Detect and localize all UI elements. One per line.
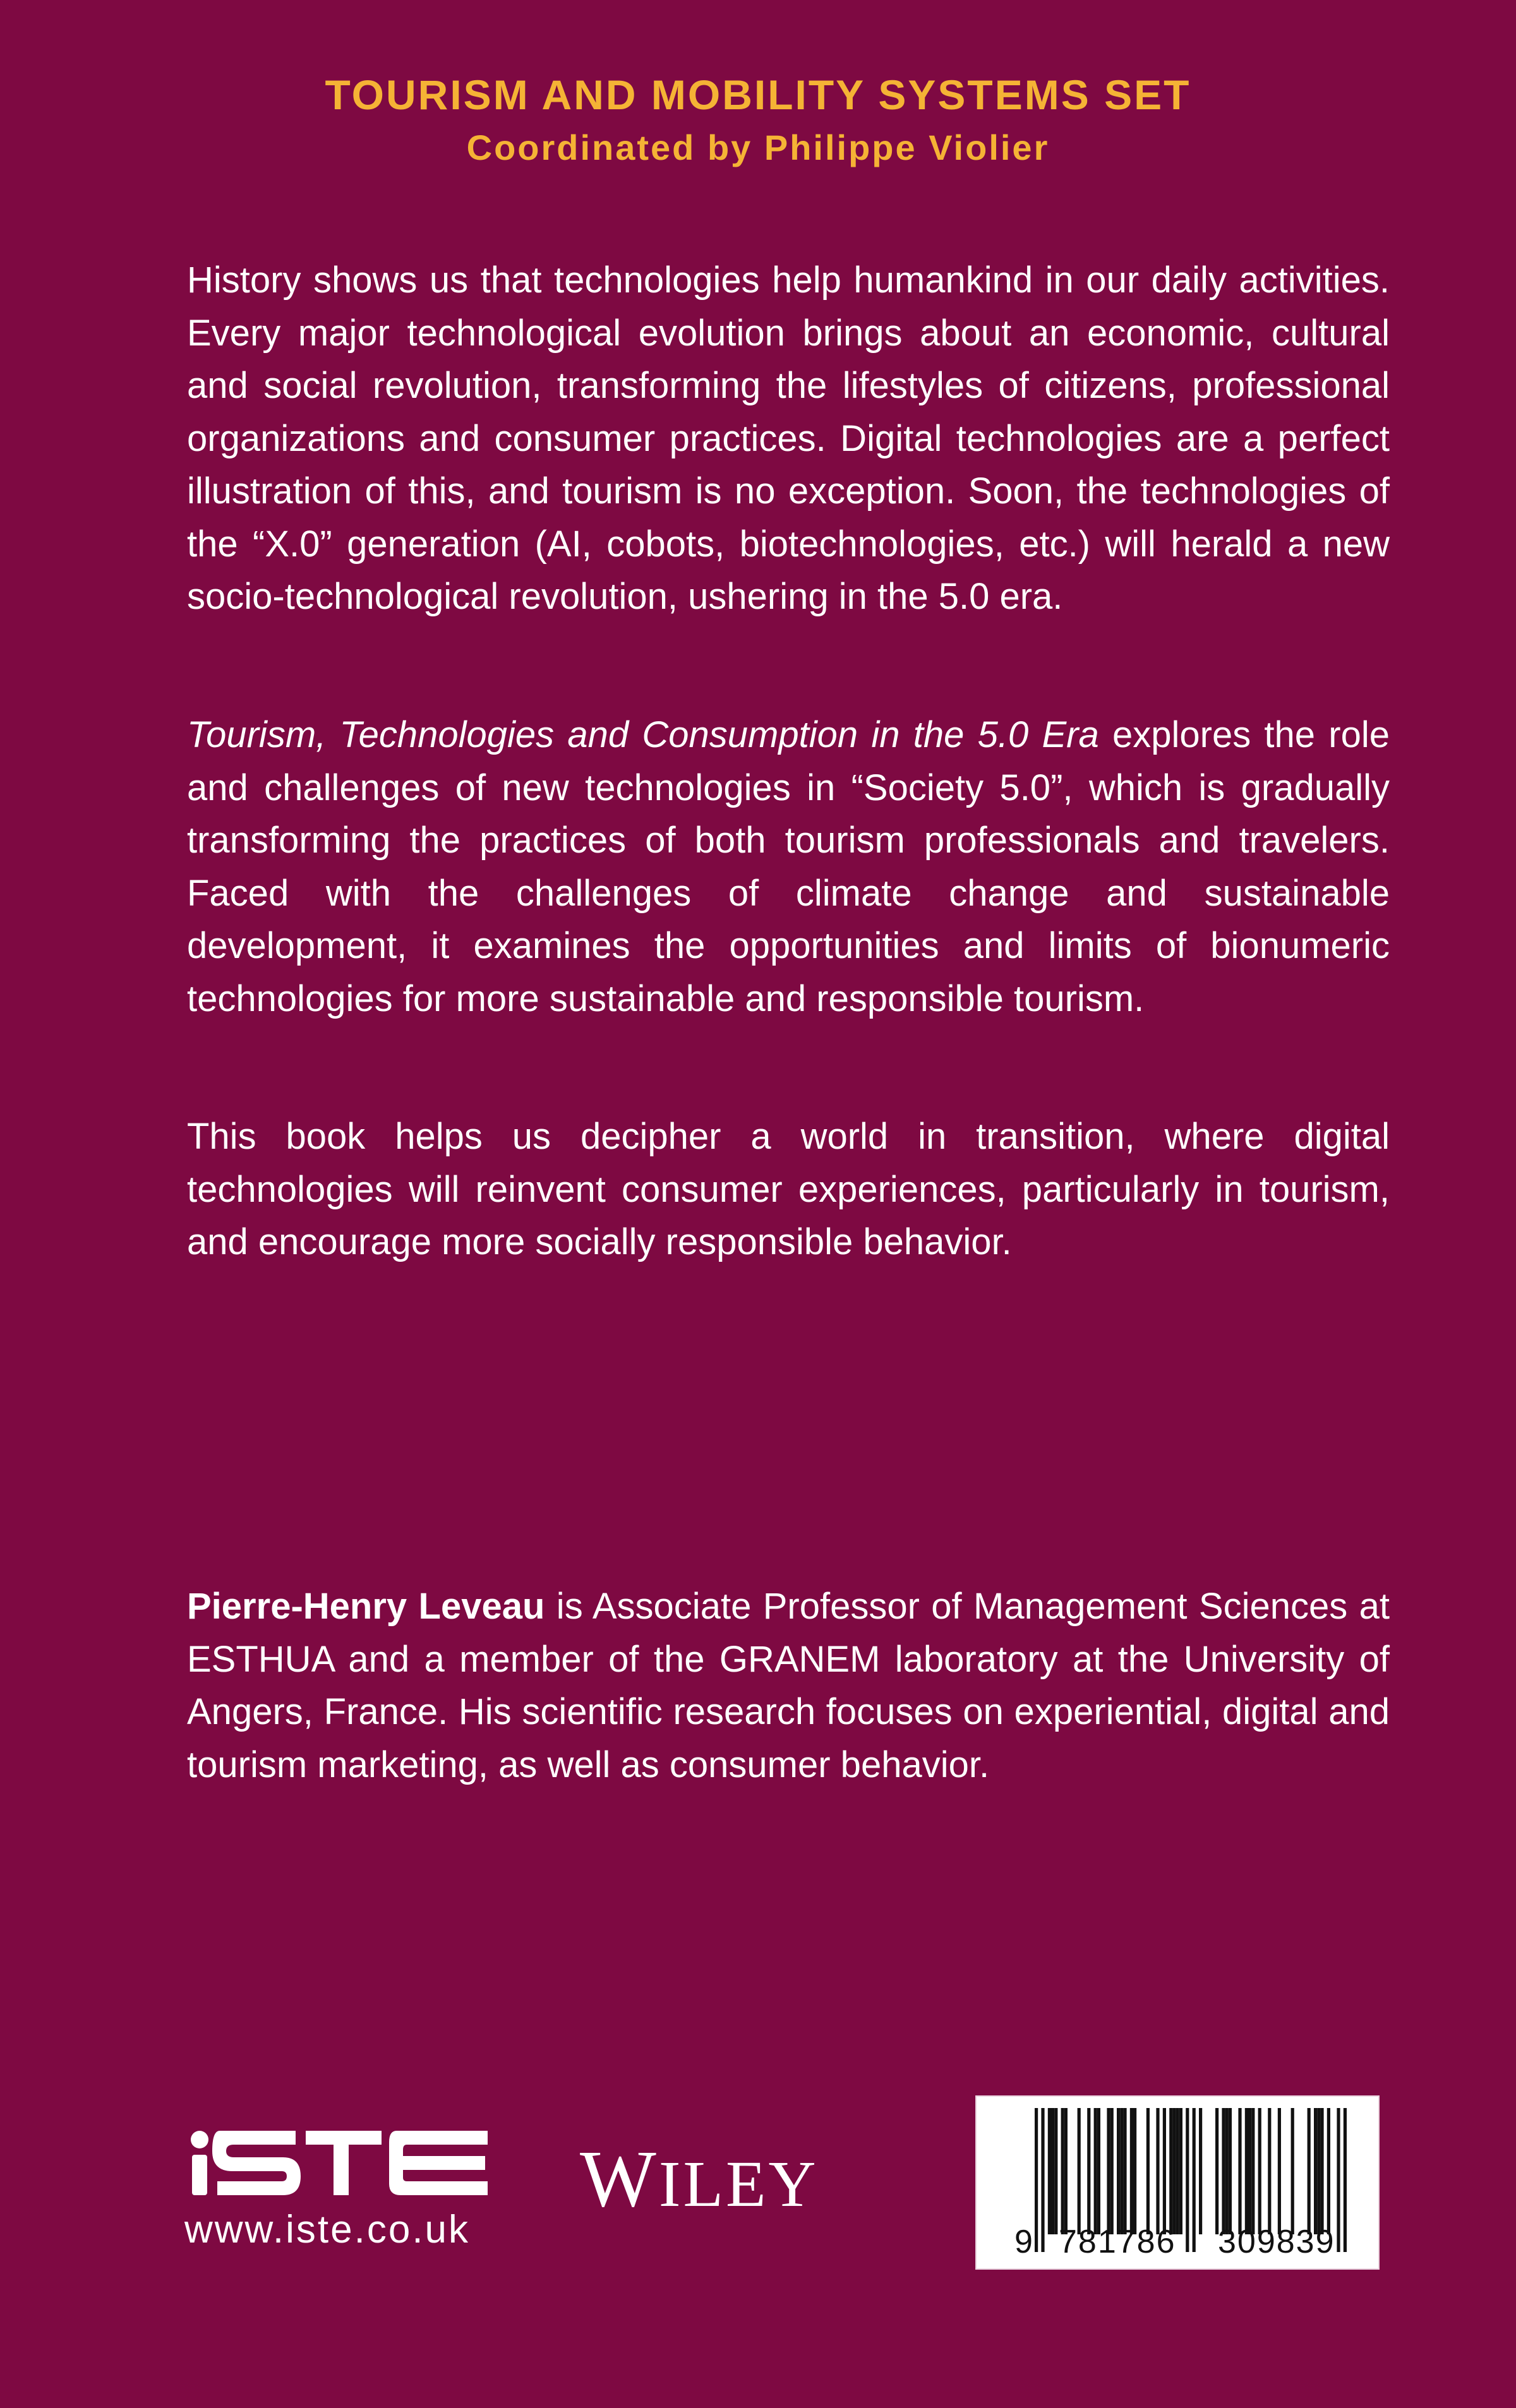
iste-logo	[188, 2128, 491, 2198]
barcode-bar	[1179, 2108, 1182, 2234]
barcode-bar	[1048, 2108, 1051, 2234]
barcode-bar	[1245, 2108, 1248, 2234]
barcode-bar	[1225, 2108, 1229, 2234]
author-description: is Associate Professor of Management Sciences at ESTHUA and a member of the GRANEM laboratory at the University of Angers, France. His scientific research focuses on experiential, digital and tourism marketing, as well as consumer behavior.	[187, 1586, 1390, 1785]
barcode-bar	[1054, 2108, 1057, 2234]
description-paragraph-2	[187, 709, 1390, 1025]
barcode-bar	[1133, 2108, 1136, 2234]
barcode-bar	[1110, 2108, 1114, 2234]
barcode-bar	[1327, 2108, 1330, 2234]
paragraph-rest: explores the role and challenges of new technologies in “Society 5.0”, which is gradually transforming the practices of both tourism professionals and travelers. Faced with the challenges of climate change and sustainable development, it examines the opportunities and limits of bionumeric technologies for more sustainable and responsible tourism.	[187, 714, 1390, 1019]
barcode-bar	[1308, 2108, 1311, 2234]
paragraph-text: History shows us that technologies help humankind in our daily activities. Every major technological evolution brings about an economic, cultural and social revolution, transforming the lifestyles of citizens, professional organizations and consumer practices. Digital technologies are a perfect illustration of this, and tourism is no exception. Soon, the technologies of the “X.0” generation (AI, cobots, biotechnologies, etc.) will herald a new socio-technological revolution, ushering in the 5.0 era.	[187, 260, 1390, 617]
isbn-barcode	[975, 2095, 1380, 2270]
barcode-bar	[1238, 2108, 1241, 2234]
barcode-bar	[1199, 2108, 1202, 2234]
barcode-bar	[1123, 2108, 1126, 2234]
barcode-bar	[1146, 2108, 1150, 2234]
barcode-bar	[1107, 2108, 1110, 2234]
barcode-bar	[1117, 2108, 1120, 2234]
barcode-bar	[1215, 2108, 1218, 2234]
wiley-logo	[580, 2135, 819, 2229]
wiley-logo-rest: ILEY	[658, 2148, 819, 2220]
barcode-bar	[1094, 2108, 1097, 2234]
barcode-bar	[1061, 2108, 1064, 2234]
series-header	[0, 68, 1516, 174]
barcode-bar	[1258, 2108, 1261, 2234]
barcode-bar	[1317, 2108, 1320, 2234]
barcode-bar	[1320, 2108, 1323, 2234]
series-coordinator: Coordinated by Philippe Violier	[466, 128, 1050, 167]
barcode-bar	[1268, 2108, 1271, 2234]
barcode-bar	[1169, 2108, 1172, 2234]
barcode-bar	[1097, 2108, 1100, 2234]
barcode-bar	[1051, 2108, 1054, 2234]
description-paragraph-3	[187, 1110, 1390, 1269]
barcode-bar	[1156, 2108, 1159, 2234]
barcode-bar	[1193, 2108, 1196, 2252]
barcode-bar	[1120, 2108, 1123, 2234]
series-title: TOURISM AND MOBILITY SYSTEMS SET	[325, 71, 1191, 118]
barcode-bar	[1344, 2108, 1347, 2252]
barcode-bar	[1172, 2108, 1176, 2234]
barcode-bar	[1251, 2108, 1254, 2234]
barcode-bar	[1035, 2108, 1038, 2252]
barcode-left-group: 781786	[1059, 2224, 1176, 2260]
barcode-bar	[1087, 2108, 1090, 2234]
barcode-bar	[1337, 2108, 1340, 2252]
barcode-bar	[1186, 2108, 1189, 2252]
barcode-bar	[1078, 2108, 1081, 2234]
iste-url[interactable]: www.iste.co.uk	[184, 2208, 471, 2251]
barcode-bar	[1130, 2108, 1133, 2234]
wiley-logo-initial: W	[580, 2134, 659, 2224]
barcode-bar	[1291, 2108, 1294, 2234]
barcode-bar	[1163, 2108, 1166, 2234]
barcode-bar	[1064, 2108, 1068, 2234]
description-paragraph-1	[187, 254, 1390, 623]
bio-text	[187, 1580, 1390, 1791]
barcode-bar	[1229, 2108, 1232, 2234]
barcode-bar	[1248, 2108, 1251, 2234]
barcode-bar	[1314, 2108, 1317, 2234]
barcode-right-group: 309839	[1218, 2224, 1335, 2260]
barcode-bar	[1222, 2108, 1225, 2234]
barcode-bar	[1041, 2108, 1044, 2252]
paragraph-text: This book helps us decipher a world in transition, where digital technologies will reinvent consumer experiences, particularly in tourism, and encourage more socially responsible behavior.	[187, 1116, 1390, 1262]
author-name: Pierre-Henry Leveau	[187, 1586, 545, 1627]
book-title: Tourism, Technologies and Consumption in the 5.0 Era	[187, 714, 1099, 755]
barcode-bar	[1176, 2108, 1179, 2234]
paragraph-text	[187, 709, 1390, 1025]
barcode-lead-digit: 9	[1014, 2224, 1034, 2260]
barcode-bar	[1278, 2108, 1281, 2234]
author-bio	[187, 1580, 1390, 1791]
